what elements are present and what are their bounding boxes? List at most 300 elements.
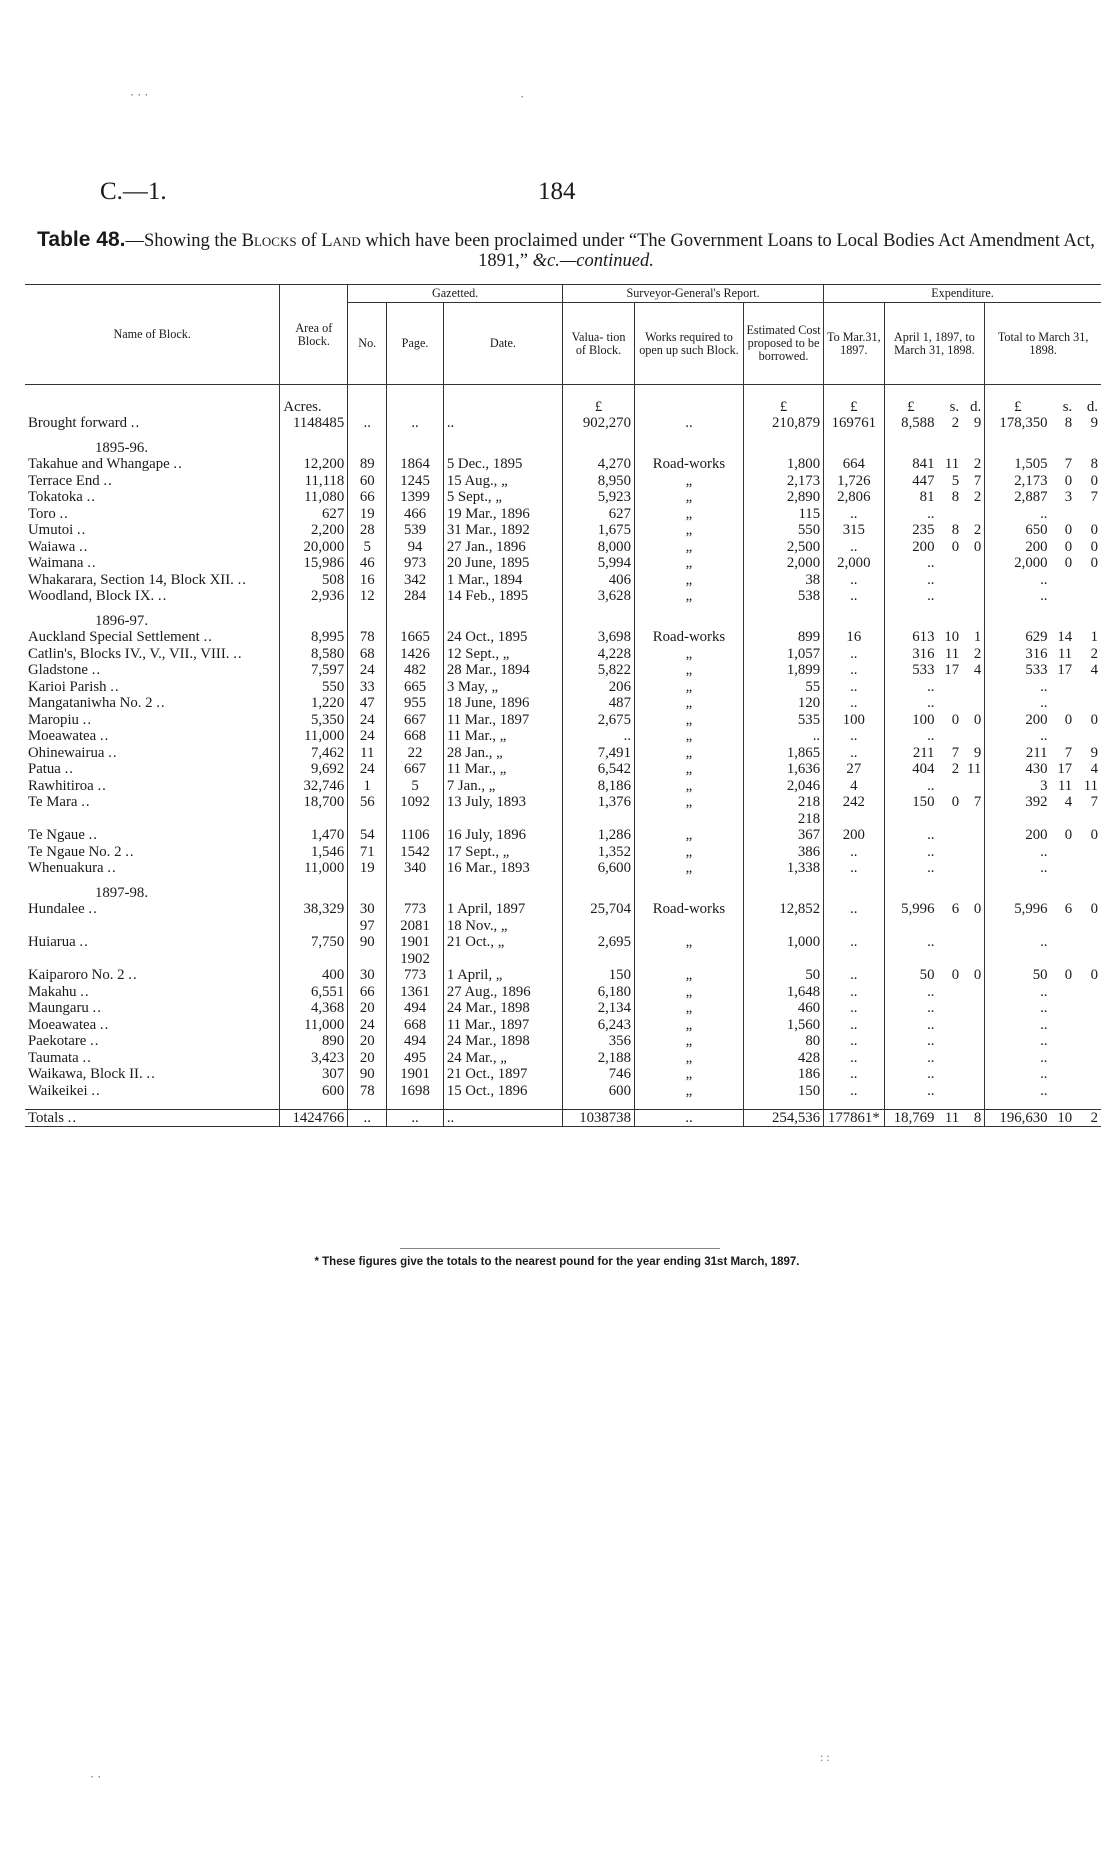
total-shillings-cell: 0 [1064, 472, 1073, 489]
works-cell: „ [634, 539, 743, 556]
total-shillings-cell [1051, 679, 1076, 696]
april-pounds-cell: .. [884, 1033, 937, 1050]
leader-dots: .. [76, 522, 87, 538]
estimated-cell: 2,000 [743, 555, 823, 572]
to-mar-cell: 664 [824, 456, 884, 473]
total-shillings-cell: 0 [1064, 538, 1073, 555]
april-pounds-cell: 8,588 [884, 415, 937, 432]
total-pence-cell [1075, 506, 1101, 523]
total-pounds-cell: 316 [985, 646, 1051, 663]
total-pounds-cell: .. [985, 934, 1051, 967]
total-shillings-cell: 3 [1064, 489, 1073, 505]
april-pence-cell [962, 778, 985, 795]
area-cell: 890 [280, 1033, 348, 1050]
block-name-text: Te Ngaue [28, 827, 85, 843]
gazette-page-cell: 1901 [387, 1066, 444, 1083]
total-shillings-cell: 0 [1064, 522, 1073, 538]
works-cell: „ [634, 555, 743, 572]
gazette-page-cell: 665 [387, 679, 444, 696]
block-name-text: Umutoi [28, 522, 74, 538]
april-pounds-cell: .. [884, 844, 937, 861]
gazette-date-cell: 11 Mar., „ [443, 728, 562, 745]
april-shillings-cell [937, 506, 962, 523]
block-name [25, 1066, 280, 1083]
leader-dots: .. [67, 1109, 78, 1126]
total-shillings-cell [1051, 1066, 1076, 1083]
valuation-cell: 8,186 [563, 778, 635, 795]
area-cell: 11,000 [280, 860, 348, 877]
total-pounds-cell: 200 [985, 712, 1051, 729]
april-pence-cell [962, 572, 985, 589]
estimated-cell: 1,800 [743, 456, 823, 473]
total-pence-cell [1075, 695, 1101, 712]
april-pounds-cell: .. [884, 827, 937, 844]
gazette-date-cell: 13 July, 1893 [443, 794, 562, 827]
estimated-cell: 538 [743, 588, 823, 605]
block-name [25, 539, 280, 556]
april-pence-cell [962, 506, 985, 523]
total-pence-cell [1075, 1017, 1101, 1034]
estimated-cell: .. [743, 728, 823, 745]
april-shillings-cell [937, 860, 962, 877]
works-cell: „ [634, 662, 743, 679]
to-mar-cell: .. [824, 1083, 884, 1100]
april-pounds-cell: .. [884, 506, 937, 523]
to-mar-cell: .. [824, 967, 884, 984]
april-shillings-cell: 6 [951, 901, 960, 917]
total-pence-cell: 1 [1090, 629, 1098, 645]
block-name [25, 1109, 280, 1127]
april-shillings-cell [937, 695, 962, 712]
table-row [25, 539, 1101, 556]
table-row [25, 522, 1101, 539]
area-cell: 600 [280, 1083, 348, 1100]
gazette-no-cell: 71 [348, 844, 387, 861]
gazette-no-cell: 30 97 [348, 901, 387, 934]
area-cell: 12,200 [280, 456, 348, 473]
total-shillings-cell: 17 [1057, 761, 1073, 777]
block-name [25, 646, 280, 663]
brought-forward-row [25, 415, 1101, 432]
totals-row [25, 1109, 1101, 1127]
table-row [25, 1033, 1101, 1050]
total-shillings-cell [1051, 984, 1076, 1001]
area-cell: 15,986 [280, 555, 348, 572]
valuation-cell: 627 [563, 506, 635, 523]
april-shillings-cell: 2 [951, 415, 960, 431]
leader-dots: .. [97, 777, 107, 794]
estimated-cell: 2,173 [743, 473, 823, 490]
area-cell: 9,692 [280, 761, 348, 778]
block-name [25, 522, 280, 539]
title-text-post: which have been proclaimed under “The Government Loans to Local Bodies Act Amendment Act, 1891,” [360, 231, 1095, 271]
total-pounds-cell: 5,996 [985, 901, 1051, 934]
section-heading-row [25, 440, 1101, 457]
valuation-cell: 5,994 [563, 555, 635, 572]
gazette-date-cell: .. [443, 1109, 562, 1127]
gazette-page-cell: 539 [387, 522, 444, 539]
gazette-no-cell: 19 [348, 506, 387, 523]
april-pence-cell [962, 1066, 985, 1083]
total-pounds-cell: .. [985, 1083, 1051, 1100]
april-pence-cell [962, 1050, 985, 1067]
area-cell: 7,597 [280, 662, 348, 679]
valuation-cell: 1,675 [563, 522, 635, 539]
gazette-date-cell: 7 Jan., „ [443, 778, 562, 795]
total-pounds-cell: .. [985, 1050, 1051, 1067]
estimated-cell: 2,500 [743, 539, 823, 556]
leader-dots: .. [110, 678, 120, 695]
area-cell: 1148485 [280, 415, 348, 432]
gazette-date-cell: 15 Oct., 1896 [443, 1083, 562, 1100]
total-shillings-cell [1051, 588, 1076, 605]
estimated-cell: 367 [743, 827, 823, 844]
block-name-text: Whakarara, Section 14, Block XII. [28, 571, 234, 588]
valuation-cell: 2,675 [563, 712, 635, 729]
block-name [25, 1050, 280, 1067]
section-heading: 1896-97. [95, 612, 149, 629]
total-pounds-cell: 3 [985, 778, 1051, 795]
total-pence-cell: 0 [1090, 711, 1098, 728]
block-name [25, 679, 280, 696]
table-row [25, 1050, 1101, 1067]
block-name-text: Kaiparoro No. 2 [28, 967, 125, 983]
col-header-area: Area of Block. [280, 285, 348, 385]
april-pounds-cell: 235 [884, 522, 937, 539]
april-shillings-cell [937, 984, 962, 1001]
april-shillings-cell [937, 1066, 962, 1083]
april-pence-cell [962, 1000, 985, 1017]
april-shillings-cell: 11 [944, 645, 960, 662]
total-pounds-cell: 1,505 [985, 456, 1051, 473]
total-pounds-cell: .. [985, 679, 1051, 696]
total-shillings-cell: 10 [1051, 1109, 1076, 1127]
gazette-no-cell: 5 [348, 539, 387, 556]
gazette-date-cell: 11 Mar., „ [443, 761, 562, 778]
total-shillings-cell [1051, 1000, 1076, 1017]
gazette-date-cell: 15 Aug., „ [443, 473, 562, 490]
unit-april-l: £ [884, 399, 937, 416]
table-title [26, 230, 1106, 271]
estimated-cell: 535 [743, 712, 823, 729]
valuation-cell: 6,243 [563, 1017, 635, 1034]
area-cell: 5,350 [280, 712, 348, 729]
april-pence-cell: 11 [966, 761, 982, 777]
gazette-no-cell: 78 [348, 629, 387, 646]
table-row [25, 588, 1101, 605]
estimated-cell: 1,000 [743, 934, 823, 967]
gazette-no-cell: 47 [348, 695, 387, 712]
total-shillings-cell [1051, 860, 1076, 877]
april-pounds-cell: .. [884, 555, 937, 572]
block-name [25, 712, 280, 729]
section-heading-row [25, 885, 1101, 902]
total-shillings-cell [1051, 572, 1076, 589]
col-header-to-mar: To Mar.31, 1897. [824, 303, 884, 385]
estimated-cell: 2,890 [743, 489, 823, 506]
works-cell: „ [634, 712, 743, 729]
total-pence-cell [1075, 1000, 1101, 1017]
april-pounds-cell: .. [884, 984, 937, 1001]
table-row [25, 662, 1101, 679]
valuation-cell: 6,600 [563, 860, 635, 877]
total-shillings-cell: 7 [1064, 744, 1073, 761]
april-shillings-cell [937, 1033, 962, 1050]
leader-dots: .. [86, 489, 96, 505]
gazette-no-cell: 68 [348, 646, 387, 663]
estimated-cell: 1,648 [743, 984, 823, 1001]
table-row [25, 934, 1101, 967]
table-row [25, 827, 1101, 844]
april-pence-cell [962, 1083, 985, 1100]
total-pence-cell: 0 [1090, 827, 1098, 843]
to-mar-cell: .. [824, 539, 884, 556]
estimated-cell: 218 218 [743, 794, 823, 827]
gazette-date-cell: 12 Sept., „ [443, 646, 562, 663]
valuation-cell: 1,376 [563, 794, 635, 827]
block-name-text: Brought forward [28, 415, 128, 431]
leader-dots: .. [82, 711, 93, 728]
to-mar-cell: .. [824, 1050, 884, 1067]
april-pence-cell [962, 555, 985, 572]
table-row [25, 629, 1101, 646]
unit-total-l: £ [985, 399, 1051, 416]
april-pounds-cell: .. [884, 860, 937, 877]
valuation-cell: 746 [563, 1066, 635, 1083]
valuation-cell: 4,270 [563, 456, 635, 473]
to-mar-cell: .. [824, 695, 884, 712]
april-pence-cell: 9 [973, 744, 982, 761]
gazette-date-cell: 16 Mar., 1893 [443, 860, 562, 877]
col-header-name: Name of Block. [25, 285, 280, 385]
gazette-no-cell: 66 [348, 984, 387, 1001]
area-cell: 11,118 [280, 473, 348, 490]
area-cell: 1,220 [280, 695, 348, 712]
gazette-page-cell: 955 [387, 695, 444, 712]
title-of: of [296, 231, 322, 251]
table-label: Table 48. [37, 228, 126, 251]
total-pence-cell: 2 [1075, 1109, 1101, 1127]
block-name [25, 967, 280, 984]
to-mar-cell: 2,806 [824, 489, 884, 506]
area-cell: 11,000 [280, 1017, 348, 1034]
valuation-cell: 1038738 [563, 1109, 635, 1127]
estimated-cell: 120 [743, 695, 823, 712]
block-name-text: Toro [28, 505, 56, 522]
gazette-page-cell: 1665 [387, 629, 444, 646]
leader-dots: .. [128, 967, 138, 983]
total-pence-cell [1075, 572, 1101, 589]
gazette-no-cell: 24 [348, 728, 387, 745]
area-cell: 20,000 [280, 539, 348, 556]
works-cell: „ [634, 646, 743, 663]
april-pounds-cell: .. [884, 1000, 937, 1017]
area-cell: 38,329 [280, 901, 348, 934]
gazette-no-cell: .. [348, 1109, 387, 1127]
april-pence-cell: 2 [973, 456, 982, 472]
block-name-text: Mangataniwha No. 2 [28, 695, 153, 711]
april-shillings-cell: 8 [951, 522, 960, 538]
april-pence-cell [962, 728, 985, 745]
unit-april-s: s. [949, 398, 960, 415]
total-pence-cell: 8 [1090, 456, 1098, 472]
area-cell: 11,080 [280, 489, 348, 506]
valuation-cell: 2,134 [563, 1000, 635, 1017]
estimated-cell: 210,879 [743, 415, 823, 432]
gazette-no-cell: 11 [348, 745, 387, 762]
gazette-page-cell: .. [387, 1109, 444, 1127]
area-cell: 11,000 [280, 728, 348, 745]
table-row [25, 1017, 1101, 1034]
block-name-text: Hundalee [28, 901, 85, 917]
total-pounds-cell: 2,173 [985, 473, 1051, 490]
total-pence-cell [1075, 1050, 1101, 1067]
gazette-date-cell: 24 Mar., 1898 [443, 1033, 562, 1050]
gazette-page-cell: .. [387, 415, 444, 432]
april-shillings-cell [937, 1083, 962, 1100]
area-cell: 7,462 [280, 745, 348, 762]
gazette-date-cell: 31 Mar., 1892 [443, 522, 562, 539]
total-shillings-cell [1051, 1017, 1076, 1034]
block-name-text: Karioi Parish [28, 678, 107, 695]
works-cell: „ [634, 761, 743, 778]
leader-dots: .. [173, 456, 183, 472]
gazette-date-cell: 24 Oct., 1895 [443, 629, 562, 646]
april-shillings-cell: 11 [937, 1109, 962, 1127]
col-header-date: Date. [443, 303, 562, 385]
valuation-cell: 150 [563, 967, 635, 984]
to-mar-cell: .. [824, 588, 884, 605]
title-blocks: Blocks [241, 231, 297, 251]
total-pence-cell: 11 [1083, 777, 1098, 794]
total-pence-cell [1075, 1066, 1101, 1083]
to-mar-cell: .. [824, 844, 884, 861]
total-shillings-cell: 0 [1064, 827, 1073, 843]
area-cell: 4,368 [280, 1000, 348, 1017]
to-mar-cell: 16 [824, 629, 884, 646]
total-pence-cell [1075, 679, 1101, 696]
gazette-date-cell: 1 April, 1897 18 Nov., „ [443, 901, 562, 934]
april-pounds-cell: 316 [884, 646, 937, 663]
table-row [25, 489, 1101, 506]
gazette-date-cell: 1 April, „ [443, 967, 562, 984]
valuation-cell: 7,491 [563, 745, 635, 762]
total-pounds-cell: .. [985, 1033, 1051, 1050]
april-shillings-cell [937, 1017, 962, 1034]
total-pence-cell: 9 [1090, 415, 1098, 431]
table-row [25, 712, 1101, 729]
gazette-date-cell: 16 July, 1896 [443, 827, 562, 844]
block-name [25, 415, 280, 432]
total-pounds-cell: 430 [985, 761, 1051, 778]
gazette-page-cell: 22 [387, 745, 444, 762]
block-name-text: Auckland Special Settlement [28, 629, 200, 645]
gazette-page-cell: 1106 [387, 827, 444, 844]
total-pence-cell: 0 [1090, 967, 1098, 983]
works-cell: „ [634, 860, 743, 877]
estimated-cell: 50 [743, 967, 823, 984]
to-mar-cell: .. [824, 1066, 884, 1083]
leader-dots: .. [156, 695, 166, 711]
gazette-no-cell: 24 [348, 712, 387, 729]
total-shillings-cell: 0 [1064, 555, 1073, 571]
to-mar-cell: 177861* [824, 1109, 884, 1127]
gazette-date-cell: 11 Mar., 1897 [443, 1017, 562, 1034]
valuation-cell: 600 [563, 1083, 635, 1100]
estimated-cell: 428 [743, 1050, 823, 1067]
leader-dots: .. [99, 728, 110, 744]
title-continued: &c.—continued. [532, 251, 654, 271]
area-cell: 550 [280, 679, 348, 696]
to-mar-cell: 27 [824, 761, 884, 778]
total-shillings-cell [1051, 1033, 1076, 1050]
valuation-cell: 8,000 [563, 539, 635, 556]
table-row [25, 901, 1101, 934]
leader-dots: .. [108, 744, 118, 761]
gazette-no-cell: 20 [348, 1033, 387, 1050]
works-cell: „ [634, 506, 743, 523]
total-pounds-cell: 392 [985, 794, 1051, 827]
total-shillings-cell: 8 [1064, 415, 1073, 431]
total-pence-cell: 0 [1090, 472, 1098, 489]
block-name-text: Moeawatea [28, 728, 97, 744]
gazette-date-cell: 20 June, 1895 [443, 555, 562, 572]
april-pence-cell [962, 934, 985, 967]
gazette-no-cell: 30 [348, 967, 387, 984]
block-name [25, 778, 280, 795]
block-name [25, 794, 280, 827]
gazette-page-cell: 1092 [387, 794, 444, 827]
total-pounds-cell: 50 [985, 967, 1051, 984]
works-cell: „ [634, 522, 743, 539]
estimated-cell: 115 [743, 506, 823, 523]
gazette-page-cell: 773 2081 [387, 901, 444, 934]
to-mar-cell: 1,726 [824, 473, 884, 490]
total-shillings-cell [1051, 506, 1076, 523]
april-pence-cell: 2 [973, 522, 982, 538]
total-pounds-cell: .. [985, 572, 1051, 589]
valuation-cell: 356 [563, 1033, 635, 1050]
april-pounds-cell: 533 [884, 662, 937, 679]
valuation-cell: 3,698 [563, 629, 635, 646]
leader-dots: .. [107, 860, 117, 876]
april-shillings-cell [937, 1050, 962, 1067]
leader-dots: .. [103, 472, 113, 489]
total-pence-cell: 0 [1090, 555, 1098, 571]
leader-dots: .. [88, 827, 98, 843]
title-land: Land [321, 231, 361, 251]
area-cell: 2,936 [280, 588, 348, 605]
gazette-page-cell: 342 [387, 572, 444, 589]
block-name-text: Takahue and Whangape [28, 456, 170, 472]
gazette-page-cell: 494 [387, 1000, 444, 1017]
april-pence-cell [962, 588, 985, 605]
gazette-page-cell: 94 [387, 539, 444, 556]
table-row [25, 967, 1101, 984]
april-pence-cell: 0 [973, 538, 982, 555]
gazette-date-cell: 28 Jan., „ [443, 745, 562, 762]
estimated-cell: 1,636 [743, 761, 823, 778]
gazette-no-cell: 28 [348, 522, 387, 539]
block-name-text: Waimana [28, 555, 84, 571]
gazette-page-cell: 494 [387, 1033, 444, 1050]
to-mar-cell: 169761 [824, 415, 884, 432]
page-number: 184 [538, 178, 576, 205]
gazette-date-cell: 18 June, 1896 [443, 695, 562, 712]
gazette-no-cell: 60 [348, 473, 387, 490]
total-pence-cell [1075, 588, 1101, 605]
april-shillings-cell: 8 [951, 489, 960, 505]
